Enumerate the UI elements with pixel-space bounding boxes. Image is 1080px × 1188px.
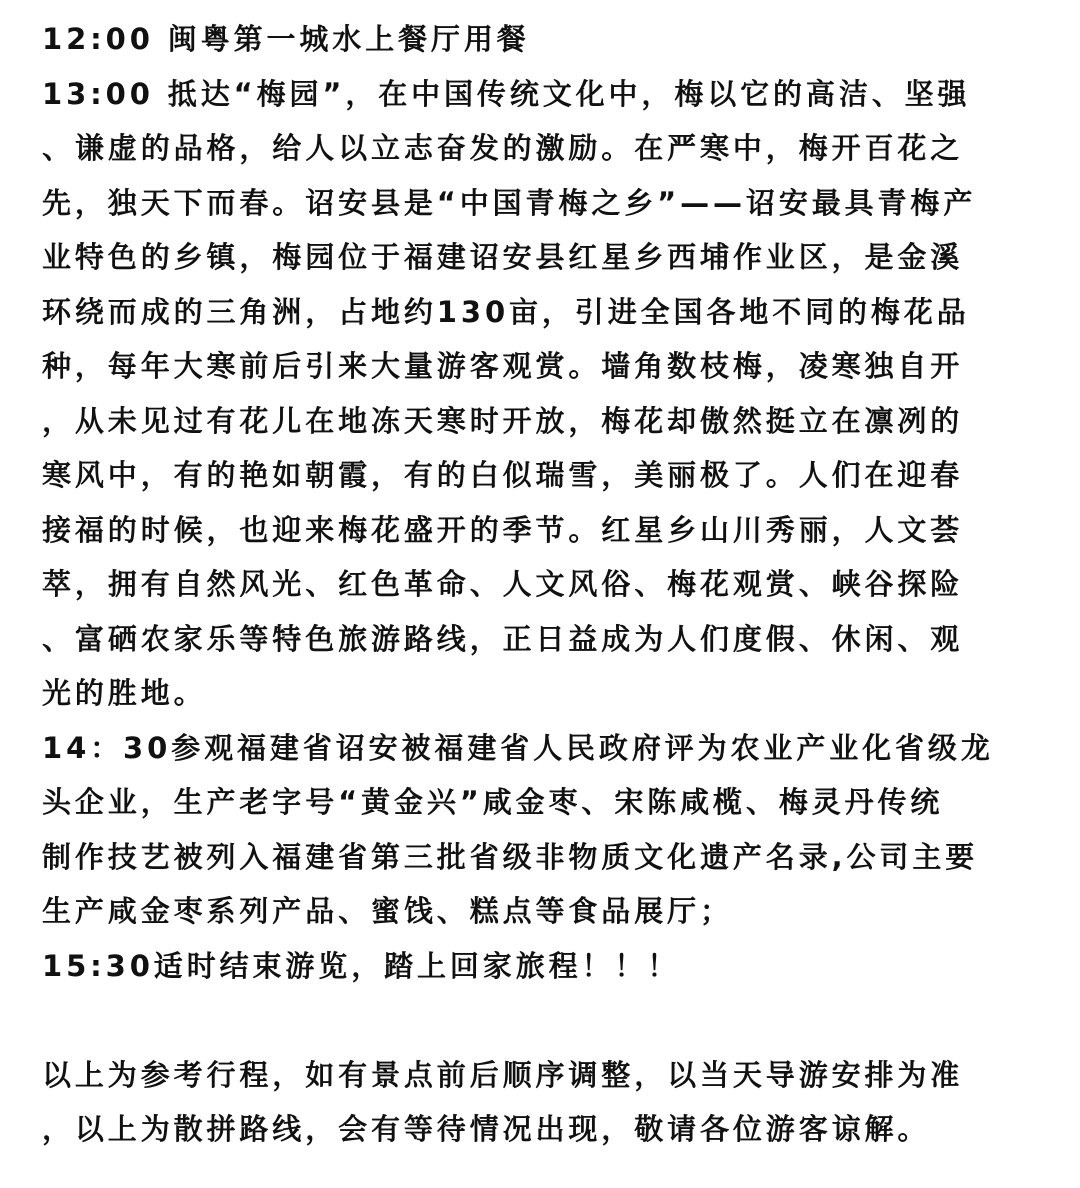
- itinerary-line: 生产咸金枣系列产品、蜜饯、糕点等食品展厅；: [42, 894, 733, 928]
- notice-line: ，以上为散拼路线，会有等待情况出现，敬请各位游客谅解。: [42, 1112, 931, 1146]
- itinerary-line: 、富硒农家乐等特色旅游路线，正日益成为人们度假、休闲、观: [42, 621, 964, 656]
- itinerary-line: 环绕而成的三角洲，占地约130亩，引进全国各地不同的梅花品: [42, 294, 970, 329]
- itinerary-line: 种，每年大寒前后引来大量游客观赏。墙角数枝梅，凌寒独自开: [42, 349, 964, 383]
- itinerary-line: 头企业，生产老字号“黄金兴”咸金枣、宋陈咸榄、梅灵丹传统: [42, 785, 944, 819]
- itinerary-line-tour-end: 15:30适时结束游览，踏上回家旅程！！！: [42, 948, 681, 983]
- itinerary-line: 萃，拥有自然风光、红色革命、人文风俗、梅花观赏、峡谷探险: [42, 567, 964, 601]
- itinerary-line-factory-visit: 14：30参观福建省诏安被福建省人民政府评为农业产业化省级龙: [42, 730, 994, 765]
- itinerary-line: 光的胜地。: [42, 676, 207, 710]
- itinerary-line-plum-garden: 13:00 抵达“梅园”，在中国传统文化中，梅以它的高洁、坚强: [42, 76, 971, 111]
- itinerary-line: 制作技艺被列入福建省第三批省级非物质文化遗产名录,公司主要: [42, 839, 979, 874]
- itinerary-line: 寒风中，有的艳如朝霞，有的白似瑞雪，美丽极了。人们在迎春: [42, 458, 964, 492]
- notice-section: [42, 1048, 1062, 1157]
- itinerary-line: 、谦虚的品格，给人以立志奋发的激励。在严寒中，梅开百花之: [42, 131, 964, 165]
- section-spacer: [42, 993, 1062, 1048]
- itinerary-line: 业特色的乡镇，梅园位于福建诏安县红星乡西埔作业区，是金溪: [42, 240, 964, 274]
- itinerary-line-lunch: 12:00 闽粤第一城水上餐厅用餐: [42, 22, 530, 56]
- notice-line: 以上为参考行程，如有景点前后顺序调整，以当天导游安排为准: [42, 1057, 964, 1092]
- itinerary-section: [42, 12, 1062, 993]
- itinerary-line: ，从未见过有花儿在地冻天寒时开放，梅花却傲然挺立在凛冽的: [42, 403, 964, 438]
- itinerary-line: 先，独天下而春。诏安县是“中国青梅之乡”——诏安最具青梅产: [42, 185, 977, 220]
- itinerary-line: 接福的时候，也迎来梅花盛开的季节。红星乡山川秀丽，人文荟: [42, 512, 964, 547]
- document-body: [42, 12, 1062, 1157]
